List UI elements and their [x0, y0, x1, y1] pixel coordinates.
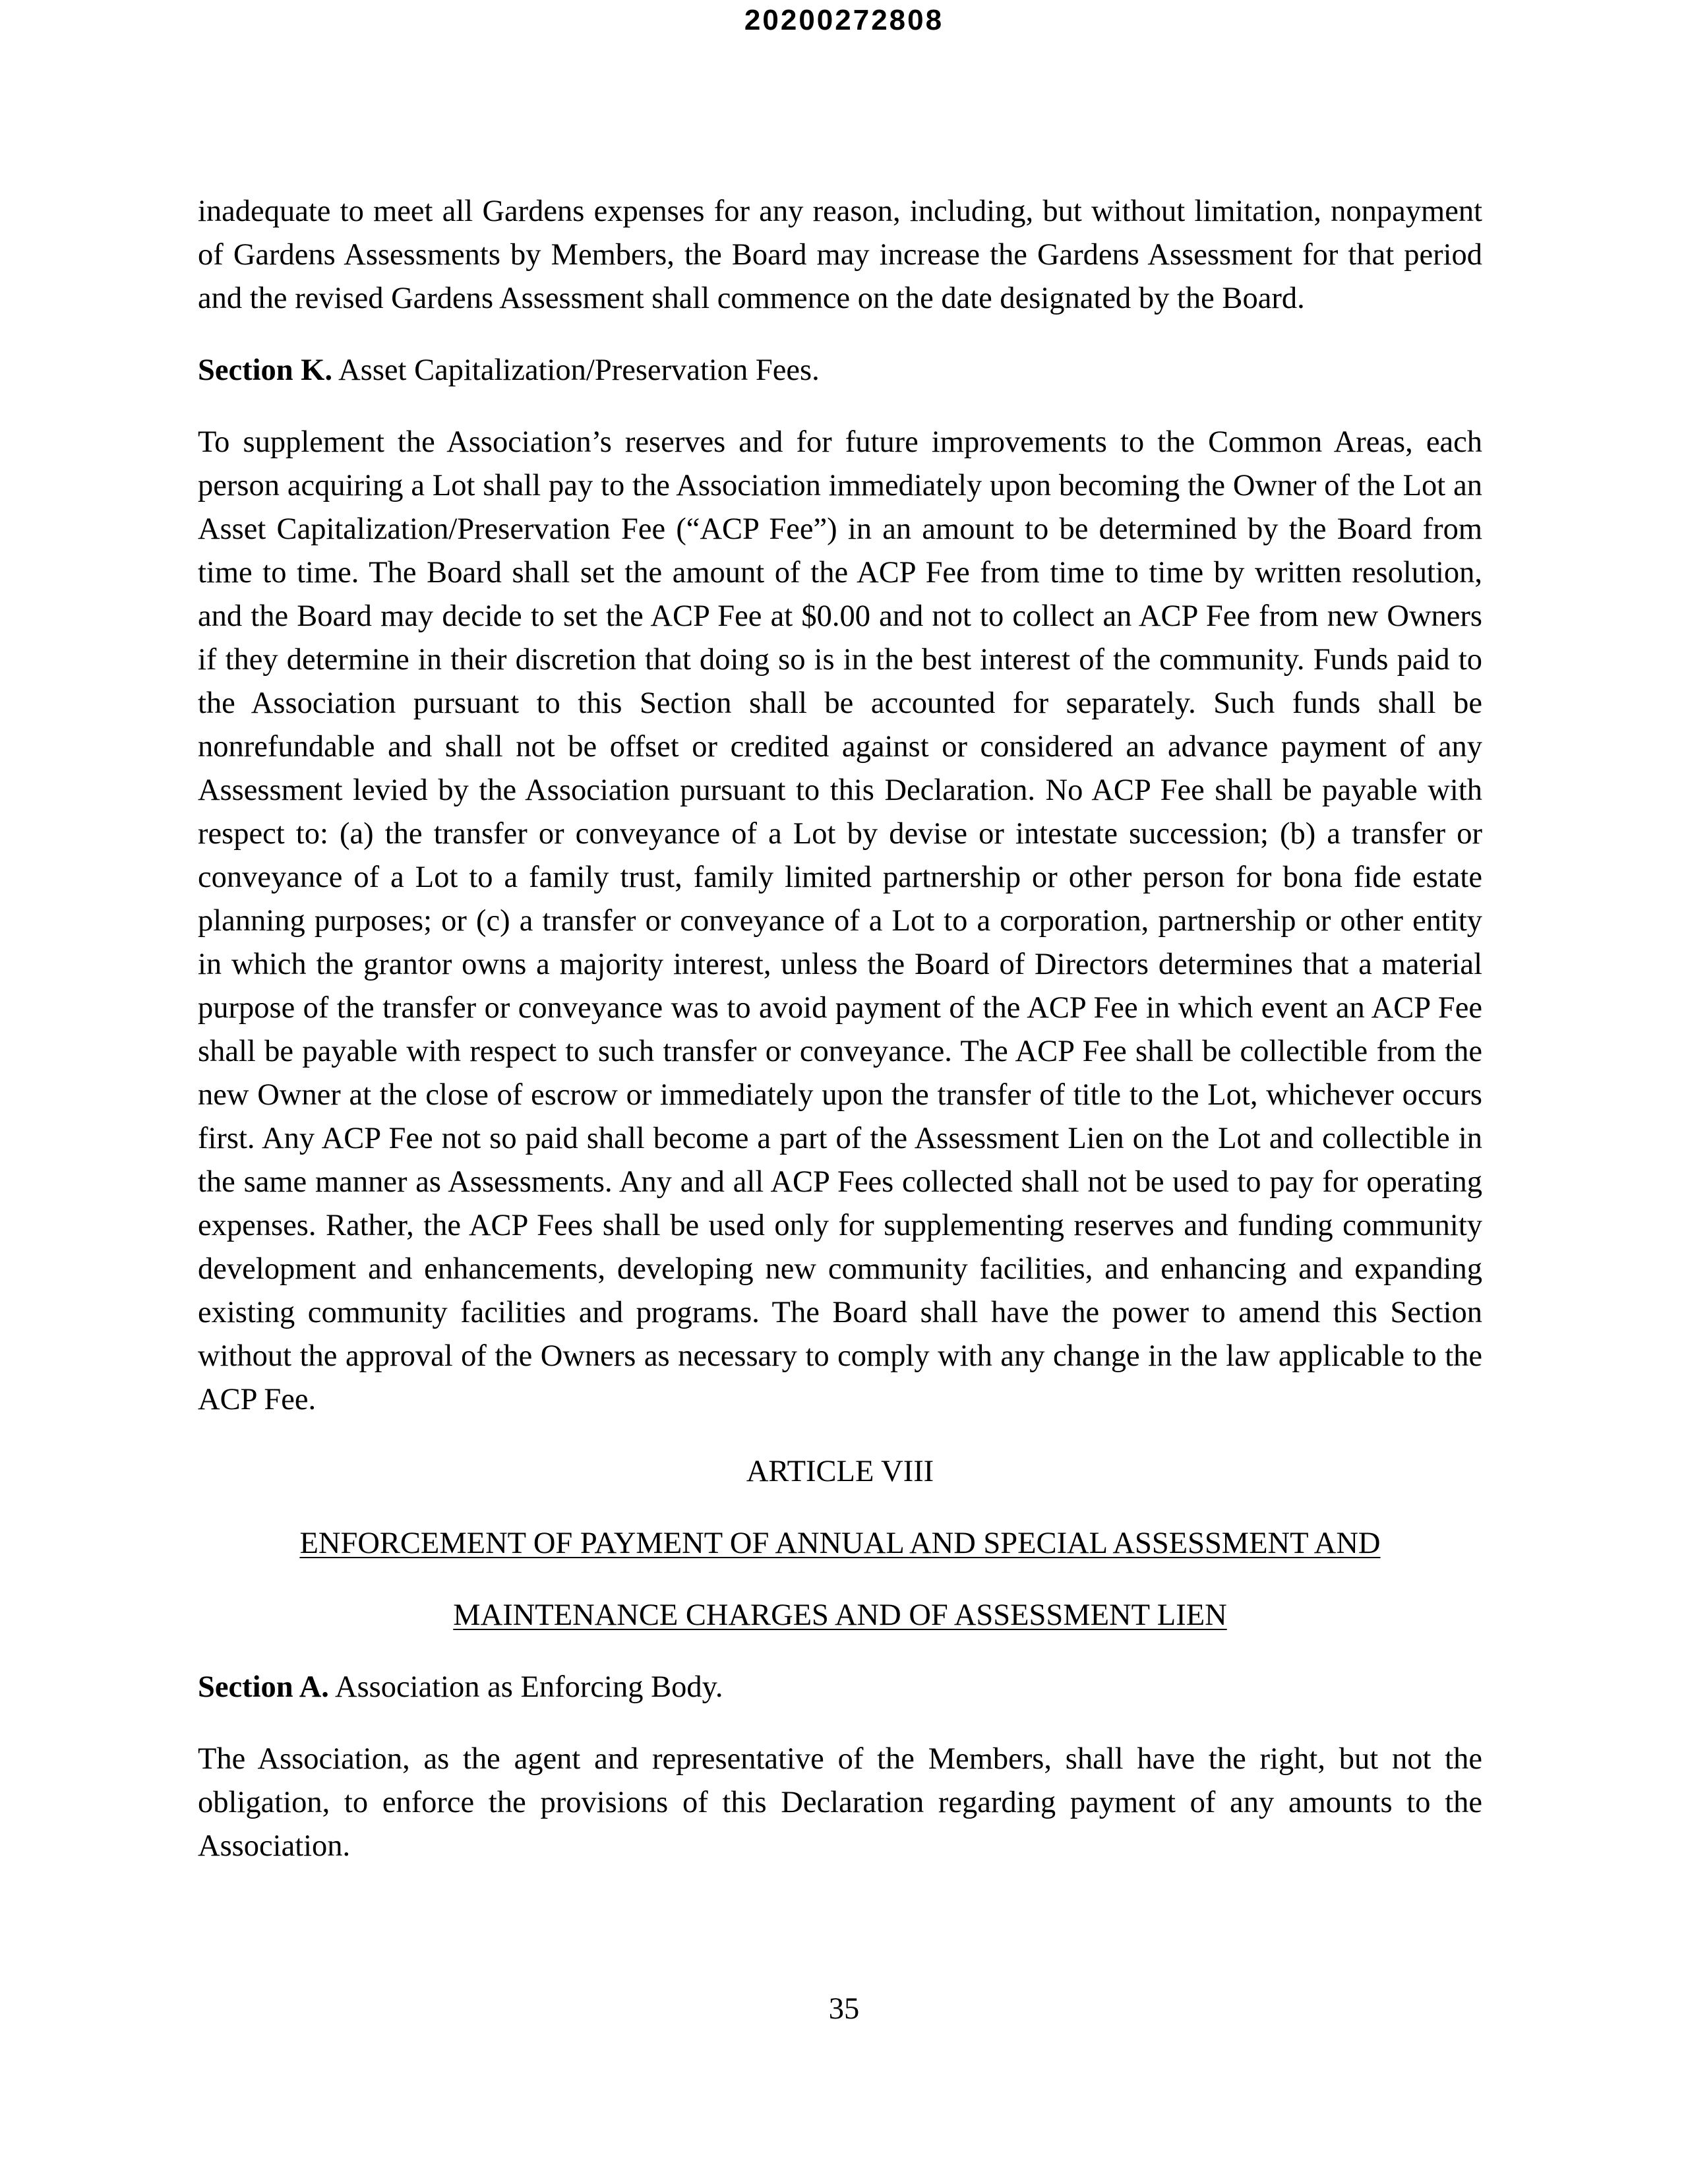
article-title-line-2-text: MAINTENANCE CHARGES AND OF ASSESSMENT LIEN — [453, 1598, 1227, 1632]
article-number: ARTICLE VIII — [746, 1455, 934, 1488]
section-a-heading — [198, 1666, 1482, 1709]
section-k-label: Section K. — [198, 353, 333, 387]
page-content — [198, 190, 1482, 1896]
article-title-line-1-text: ENFORCEMENT OF PAYMENT OF ANNUAL AND SPECIAL ASSESSMENT AND — [299, 1527, 1381, 1560]
page-number: 35 — [828, 1992, 860, 2026]
section-k-heading — [198, 349, 1482, 392]
intro-paragraph: inadequate to meet all Gardens expenses for any reason, including, but without limitation, nonpayment of Gardens Assessments by Members, the Board may increase the Gardens Assessment for that period and the revised Gardens Assessment shall commence on the date designated by the Board. — [198, 195, 1482, 315]
section-a-paragraph: The Association, as the agent and representative of the Members, shall have the right, but not the obligation, to enforce the provisions of this Declaration regarding payment of any amounts to the Association. — [198, 1742, 1482, 1863]
section-a-label: Section A. — [198, 1670, 329, 1704]
section-a-title: Association as Enforcing Body. — [334, 1670, 723, 1704]
section-k-paragraph: To supplement the Association’s reserves and for future improvements to the Common Areas, each person acquiring a Lot shall pay to the Association immediately upon becoming the Owner of the Lot an Asset Capitalization/Preservation Fee (“ACP Fee”) in an amount to be determined by the Board from time to time. The Board shall set the amount of the ACP Fee from time to time by written resolution, and the Board may decide to set the ACP Fee at $0.00 and not to collect an ACP Fee from new Owners if they determine in their discretion that doing so is in the best interest of the community. Funds paid to the Association pursuant to this Section shall be accounted for separately. Such funds shall be nonrefundable and shall not be offset or credited against or considered an advance payment of any Assessment levied by the Association pursuant to this Declaration. No ACP Fee shall be payable with respect to: (a) the transfer or conveyance of a Lot by devise or intestate succession; (b) a transfer or conveyance of a Lot to a family trust, family limited partnership or other person for bona fide estate planning purposes; or (c) a transfer or conveyance of a Lot to a corporation, partnership or other entity in which the grantor owns a majority interest, unless the Board of Directors determines that a material purpose of the transfer or conveyance was to avoid payment of the ACP Fee in which event an ACP Fee shall be payable with respect to such transfer or conveyance. The ACP Fee shall be collectible from the new Owner at the close of escrow or immediately upon the transfer of title to the Lot, whichever occurs first. Any ACP Fee not so paid shall become a part of the Assessment Lien on the Lot and collectible in the same manner as Assessments. Any and all ACP Fees collected shall not be used to pay for operating expenses. Rather, the ACP Fees shall be used only for supplementing reserves and funding community development and enhancements, developing new community facilities, and enhancing and expanding existing community facilities and programs. The Board shall have the power to amend this Section without the approval of the Owners as necessary to comply with any change in the law applicable to the ACP Fee. — [198, 425, 1482, 1416]
article-title-line-2 — [198, 1594, 1482, 1637]
article-title-line-1 — [198, 1522, 1482, 1565]
section-k-title: Asset Capitalization/Preservation Fees. — [338, 353, 820, 387]
document-number: 20200272808 — [744, 4, 944, 36]
